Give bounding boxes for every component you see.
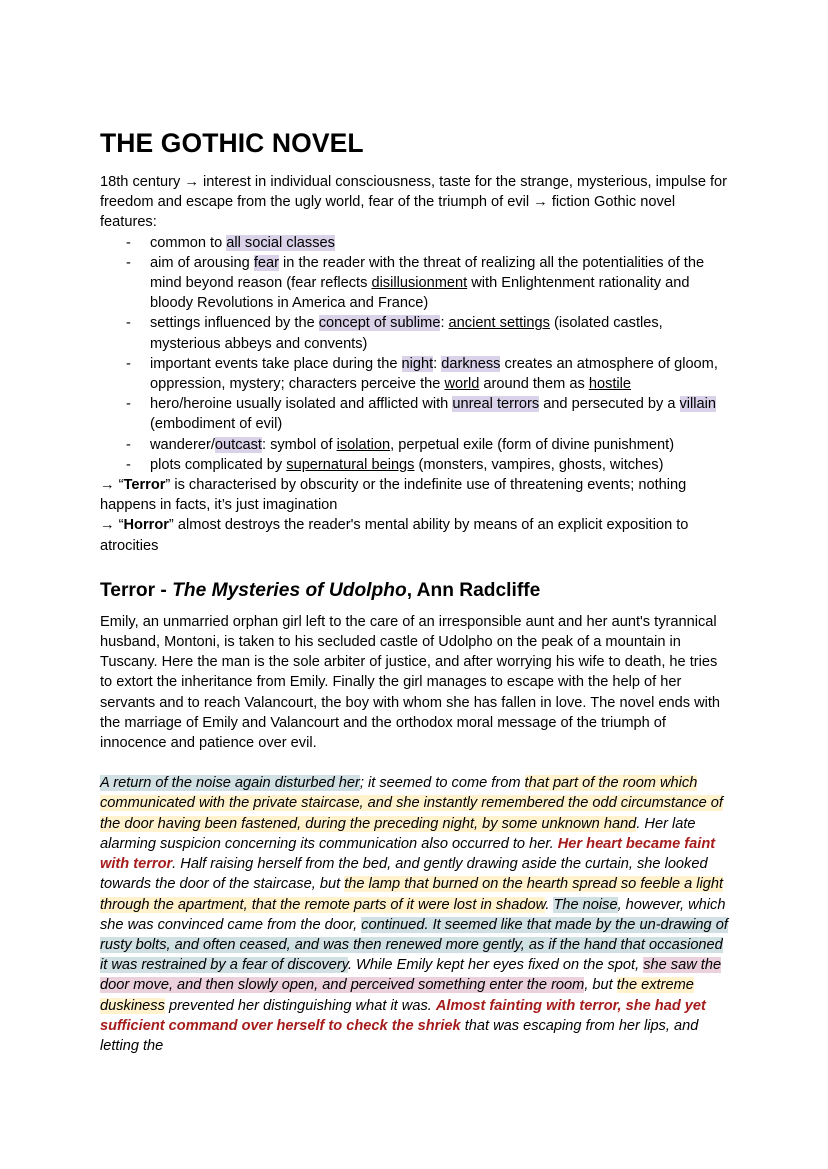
underlined-text: supernatural beings [286, 456, 415, 473]
highlighted-text: darkness [441, 355, 501, 372]
feature-item [100, 313, 730, 353]
intro-paragraph: 18th century → interest in individual consciousness, taste for the strange, mysterious, impulse for freedom and escape from the ugly world, fear of the triumph of evil → fiction Gothic novel features: [100, 174, 728, 231]
text-segment: : [440, 315, 449, 332]
bullet-dash: - [126, 315, 131, 332]
text-segment: (isolated castles, mysterious abbeys and convents) [150, 315, 663, 352]
text-segment: . Half raising herself from the bed, and gently drawing aside the curtain, she looked towards the door of the staircase, but [100, 856, 708, 893]
text-segment: ” almost destroys the reader's mental ability by means of an explicit exposition to atrocities [100, 517, 689, 554]
highlighted-text: concept of sublime [318, 315, 441, 332]
bullet-dash: - [126, 456, 131, 473]
bullet-dash: - [126, 234, 131, 251]
highlighted-text: that part of the room which communicated with the private staircase, and she instantly remembered the odd circumstance of the door having been fastened, during the preceding night, by some unknown hand [100, 775, 723, 832]
bold-term: Horror [123, 517, 169, 534]
text-segment: plots complicated by [150, 456, 287, 473]
text-segment: common to [150, 234, 227, 251]
horror-definition [100, 515, 730, 555]
text-segment: that was escaping from her lips, and letting the [100, 1017, 699, 1054]
highlighted-text: the extreme duskiness [100, 977, 694, 1014]
terror-definition [100, 475, 730, 515]
highlighted-text: continued. It seemed like that made by the un-drawing of rusty bolts, and often ceased, and was then renewed more gently, as if the hand that occasioned it was restrained by a fear of discovery [100, 916, 728, 974]
highlighted-text: unreal terrors [452, 396, 540, 413]
text-segment: , however, which she was convinced came from the door, [100, 896, 726, 933]
text-segment: (embodiment of evil) [150, 416, 283, 433]
feature-item [100, 394, 730, 434]
text-segment: hero/heroine usually isolated and afflicted with [150, 396, 453, 413]
feature-item [100, 233, 730, 253]
text-segment: , but [584, 977, 617, 994]
underlined-text: disillusionment [371, 275, 468, 292]
text-segment: aim of arousing [150, 254, 254, 271]
text-segment: and persecuted by a [539, 396, 680, 413]
text-segment: wanderer/ [150, 436, 215, 453]
highlighted-text: night [401, 355, 434, 372]
text-segment: → “ [100, 477, 124, 494]
plot-summary: Emily, an unmarried orphan girl left to the care of an irresponsible aunt and her aunt's tyrannical husband, Montoni, is taken to his secluded castle of Udolpho on the peak of a mountain in Tuscany. Here the man is the sole arbiter of justice, and after worrying his wife to death, he tries to extort the inheritance from Emily. Finally the girl manages to escape with the help of her servants and to reach Valancourt, the boy with whom she has fallen in love. The novel ends with the marriage of Emily and Valancourt and the orthodox moral message of the triumph of innocence and patience over evil. [100, 613, 721, 752]
text-segment: ; it seemed to come from [359, 775, 525, 792]
text-segment: , perpetual exile (form of divine punishment) [390, 436, 675, 453]
emphasized-quote: Almost fainting with terror, she had yet sufficient command over herself to check the shriek [100, 997, 706, 1034]
emphasized-quote: Her heart became faint with terror [100, 835, 716, 873]
bullet-dash: - [126, 396, 131, 413]
highlighted-text: fear [253, 254, 279, 271]
highlighted-text: all social classes [226, 234, 335, 251]
text-segment: (monsters, vampires, ghosts, witches) [414, 456, 664, 473]
page-title: THE GOTHIC NOVEL [100, 128, 364, 158]
text-segment: : symbol of [261, 436, 337, 453]
highlighted-text: she saw the door move, and then slowly open, and perceived something enter the room [100, 957, 722, 994]
highlighted-text: A return of the noise again disturbed her [100, 775, 360, 792]
bullet-dash: - [126, 355, 131, 372]
bold-term: Terror [123, 477, 166, 494]
text-segment: → “ [100, 517, 124, 534]
feature-item [100, 354, 730, 394]
text-segment: , Ann Radcliffe [406, 579, 541, 601]
highlighted-text: The noise [553, 896, 618, 913]
underlined-text: ancient settings [448, 315, 550, 332]
text-segment: : [433, 355, 442, 372]
book-title: The Mysteries of Udolpho [172, 579, 407, 601]
feature-item [100, 455, 730, 475]
highlighted-text: the lamp that burned on the hearth spread so feeble a light through the apartment, that the remote parts of it were lost in shadow [100, 876, 724, 913]
text-segment: . Her late alarming suspicion concerning its communication also occurred to her. [100, 815, 696, 852]
section-heading [100, 578, 730, 604]
underlined-text: hostile [588, 376, 632, 393]
text-segment: in the reader with the threat of realizing all the potentialities of the mind beyond reason (fear reflects [150, 254, 705, 292]
bullet-dash: - [126, 436, 131, 453]
novel-excerpt [100, 773, 730, 1056]
text-segment: prevented her distinguishing what it was. [164, 997, 436, 1014]
bullet-dash: - [126, 254, 131, 271]
underlined-text: isolation [336, 436, 391, 453]
feature-item [100, 253, 730, 314]
text-segment: Terror - [100, 579, 173, 601]
text-segment: creates an atmosphere of gloom, oppression, mystery; characters perceive the [150, 355, 718, 393]
text-segment: important events take place during the [150, 355, 402, 372]
features-list [100, 233, 730, 475]
text-segment: with Enlightenment rationality and bloody Revolutions in America and France) [150, 275, 690, 312]
text-segment: ” is characterised by obscurity or the indefinite use of threatening events; nothing happens in facts, it’s just imagination [100, 477, 687, 514]
feature-item [100, 435, 730, 455]
text-segment: around them as [479, 376, 589, 393]
text-segment: . [545, 896, 554, 913]
highlighted-text: outcast [214, 436, 262, 453]
highlighted-text: villain [679, 396, 716, 413]
underlined-text: world [444, 376, 480, 393]
text-segment: settings influenced by the [150, 315, 319, 332]
document-page [100, 126, 730, 1056]
text-segment: . While Emily kept her eyes fixed on the spot, [347, 957, 644, 974]
